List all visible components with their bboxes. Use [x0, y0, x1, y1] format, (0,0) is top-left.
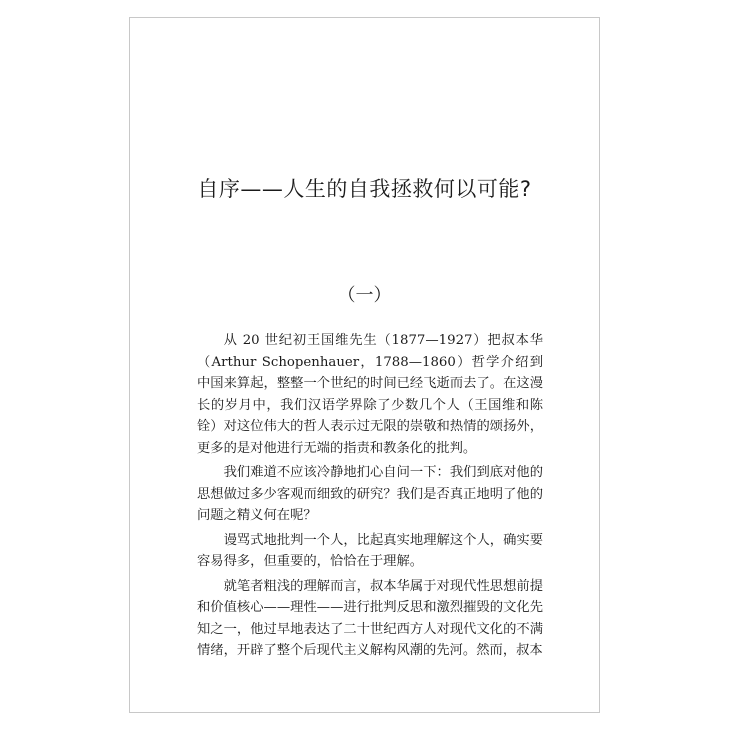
chapter-title: 自序——人生的自我拯救何以可能? [197, 177, 532, 201]
paragraph: 谩骂式地批判一个人，比起真实地理解这个人，确实要容易得多，但重要的，恰恰在于理解。 [197, 532, 543, 569]
paragraph: 我们难道不应该冷静地扪心自问一下：我们到底对他的思想做过多少客观而细致的研究？我们是否真正地明了他的问题之精义何在呢？ [197, 465, 543, 523]
paragraph: 从 20 世纪初王国维先生（1877—1927）把叔本华（Arthur Schopenhauer，1788—1860）哲学介绍到中国来算起，整整一个世纪的时间已经飞逝而去了。在这漫长的岁月中，我们汉语学界除了少数几个人（王国维和陈铨）对这位伟大的哲人表示过无限的崇敬和热情的颂扬外，更多的是对他进行无端的指责和教条化的批判。 [197, 333, 543, 456]
section-heading: （一） [337, 285, 392, 306]
book-page [129, 17, 600, 713]
paragraph: 就笔者粗浅的理解而言，叔本华属于对现代性思想前提和价值核心——理性——进行批判反思和激烈摧毁的文化先知之一，他过早地表达了二十世纪西方人对现代文化的不满情绪，开辟了整个后现代主义解构风潮的先河。然而，叔本 [197, 578, 543, 658]
body-text [197, 330, 543, 665]
